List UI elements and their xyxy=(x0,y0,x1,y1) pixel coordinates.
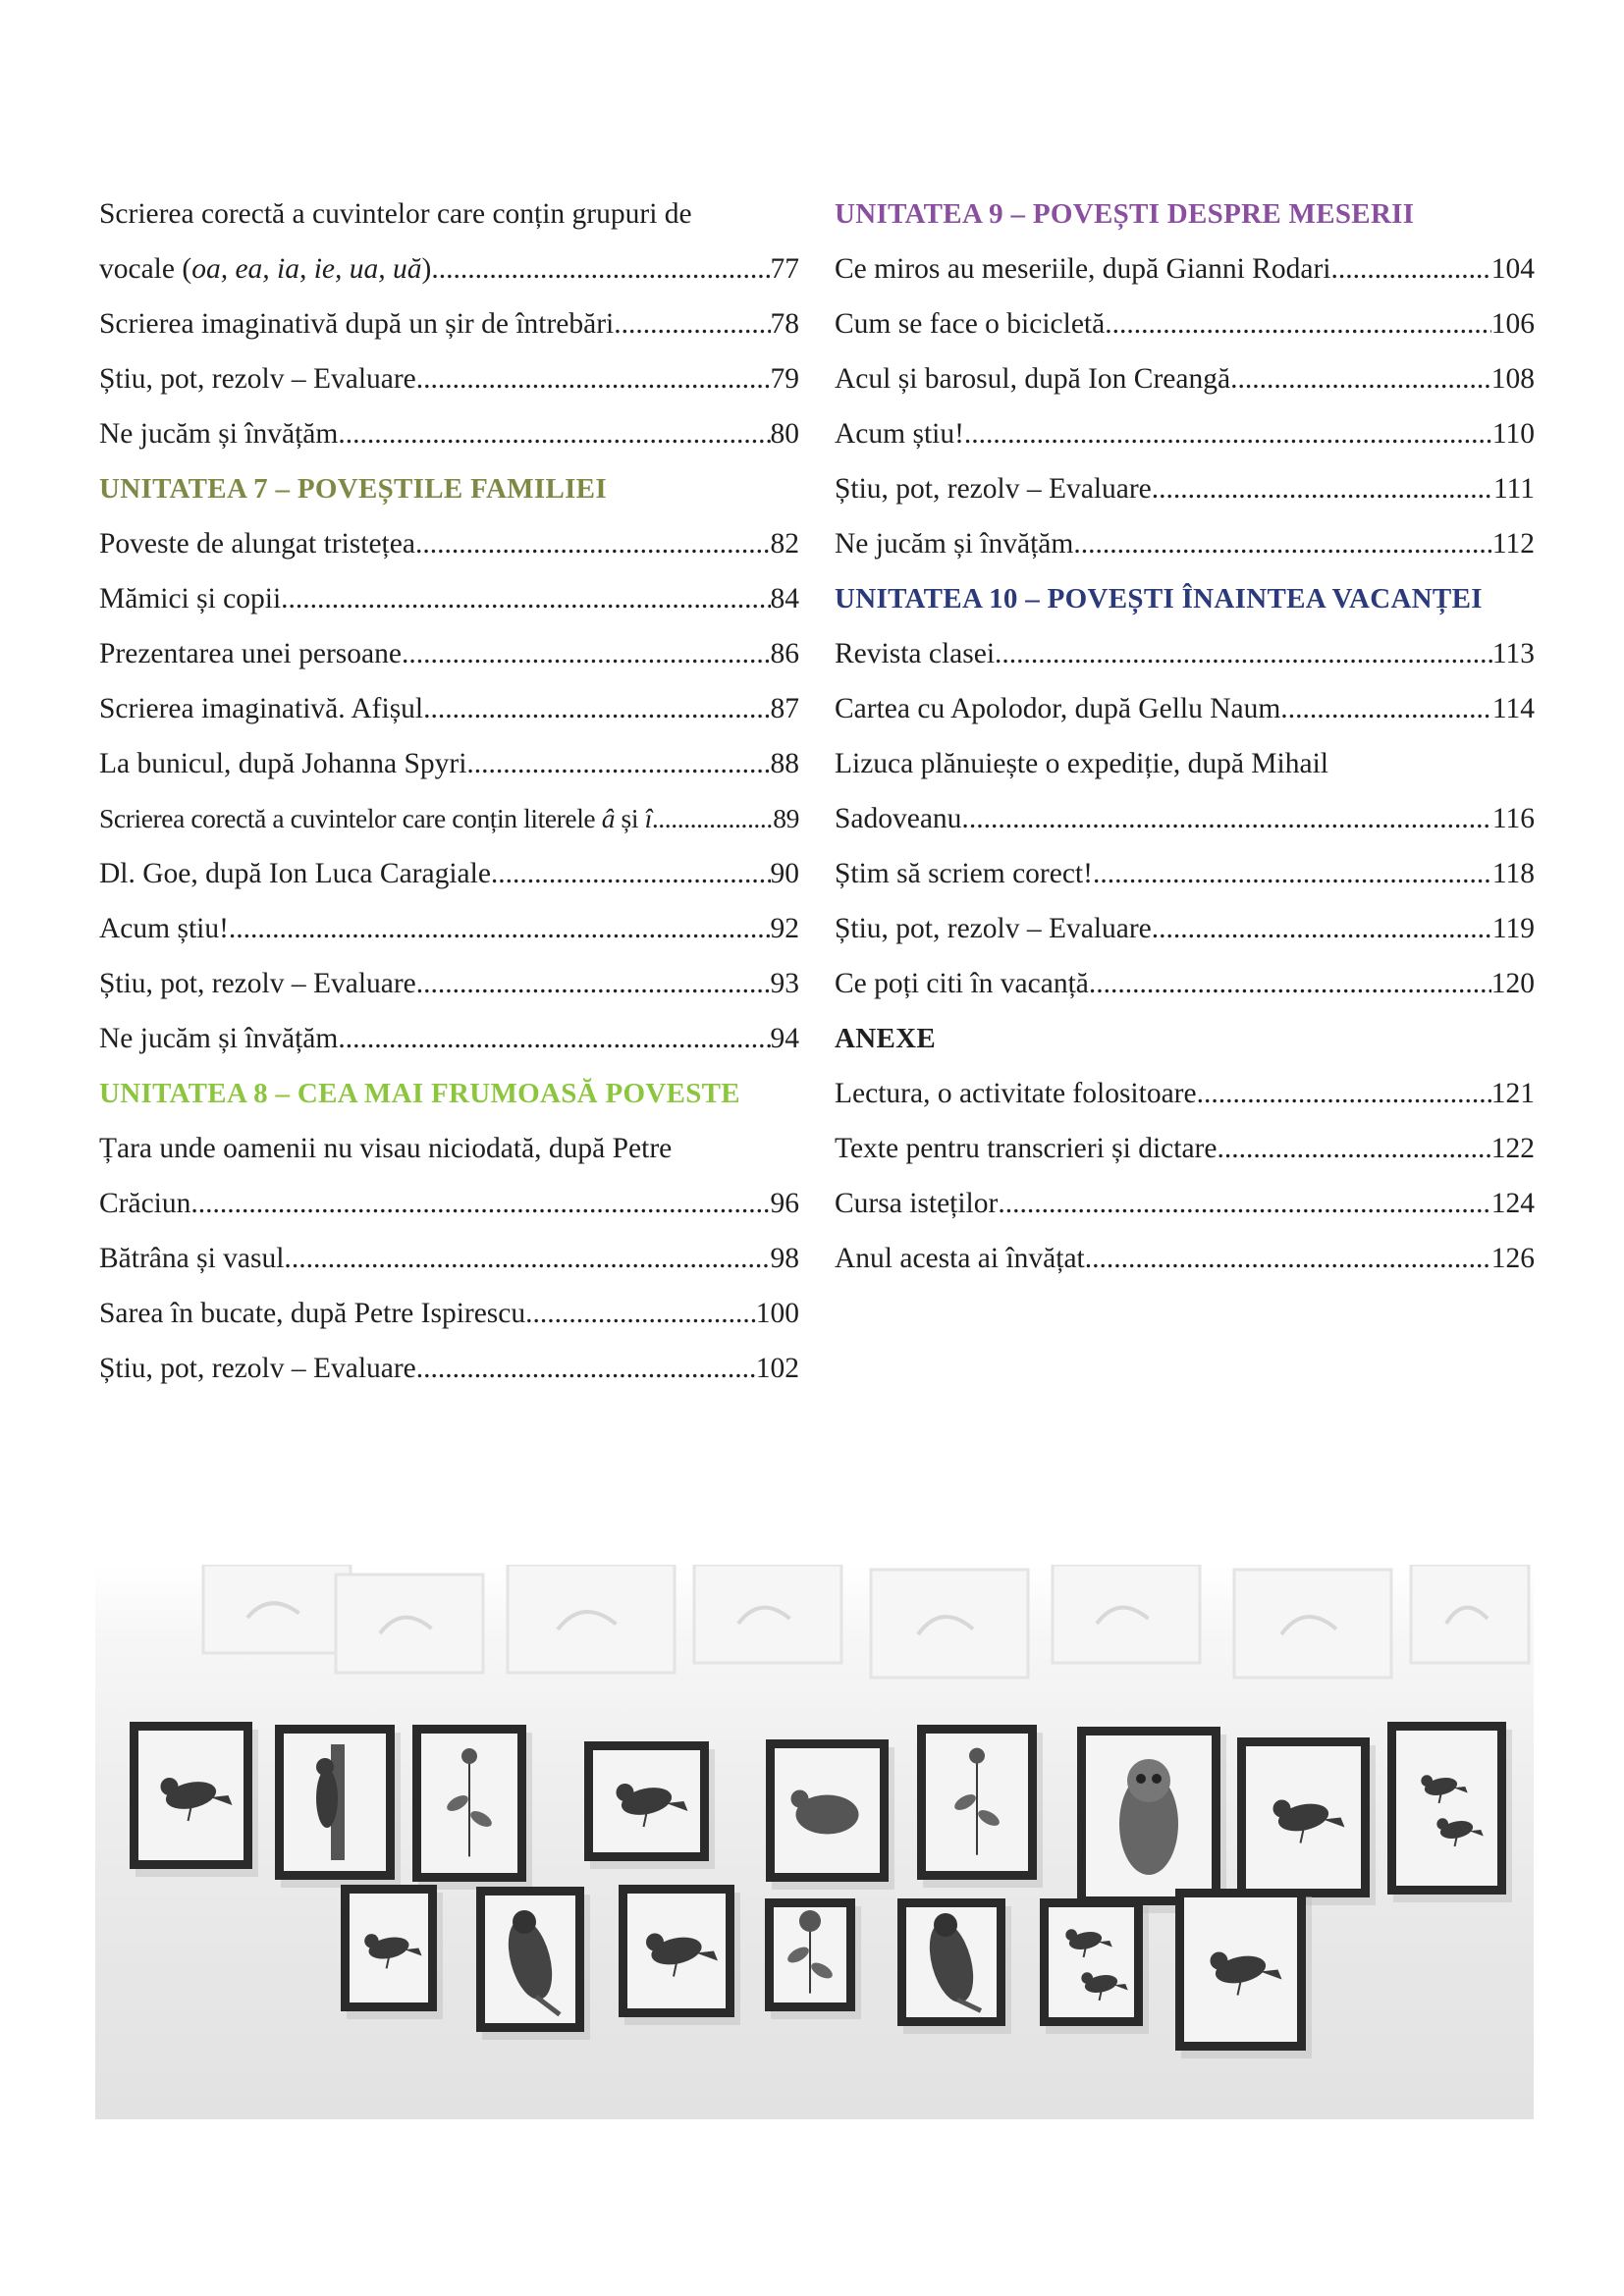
dot-leader xyxy=(229,901,771,956)
dot-leader xyxy=(1217,1121,1490,1176)
toc-entry xyxy=(835,901,1535,956)
toc-entry-title: Poveste de alungat tristețea xyxy=(99,528,415,560)
toc-entry-title: Ne jucăm și învățăm xyxy=(835,528,1074,560)
dot-leader xyxy=(1089,956,1491,1011)
title-part: și xyxy=(615,803,645,833)
toc-entry-title: Revista clasei xyxy=(835,638,996,669)
raptor-head xyxy=(934,1913,957,1937)
dot-leader xyxy=(1105,296,1491,351)
page-number: 104 xyxy=(1490,253,1535,285)
dot-leader xyxy=(416,351,771,406)
dot-leader xyxy=(423,681,770,736)
page-number: 80 xyxy=(770,418,799,450)
page-number: 100 xyxy=(755,1298,799,1329)
toc-entry xyxy=(99,956,799,1011)
toc-entry-title: Dl. Goe, după Ion Luca Caragiale xyxy=(99,858,491,889)
faded-frame xyxy=(1411,1565,1529,1663)
faded-frame xyxy=(203,1565,351,1653)
bird-head xyxy=(161,1778,179,1795)
unit-heading xyxy=(99,461,799,516)
toc-entry xyxy=(99,1341,799,1396)
page-number: 78 xyxy=(770,308,799,340)
page-number: 79 xyxy=(770,363,799,395)
unit-heading-text: UNITATEA 8 – CEA MAI FRUMOASĂ POVESTE xyxy=(99,1078,740,1109)
dot-leader xyxy=(1093,846,1492,901)
page-number: 96 xyxy=(770,1188,799,1219)
unit-heading-text: UNITATEA 9 – POVEȘTI DESPRE MESERII xyxy=(835,198,1415,230)
toc-entry xyxy=(99,1286,799,1341)
toc-entry xyxy=(835,791,1535,846)
faded-frame xyxy=(1234,1570,1391,1678)
toc-entry-title: Ce miros au meseriile, după Gianni Rodari xyxy=(835,253,1331,285)
page-number: 102 xyxy=(755,1353,799,1384)
bird-head xyxy=(1273,1800,1291,1818)
page-number: 124 xyxy=(1490,1188,1535,1219)
toc-entry xyxy=(835,241,1535,296)
dot-leader xyxy=(1330,241,1490,296)
toc-entry xyxy=(835,461,1535,516)
dot-leader xyxy=(415,516,771,571)
toc-entry xyxy=(99,901,799,956)
page-number: 120 xyxy=(1490,968,1535,999)
toc-entry xyxy=(835,351,1535,406)
dot-leader xyxy=(1152,461,1493,516)
dot-leader xyxy=(1085,1231,1491,1286)
toc-entry-title xyxy=(99,791,652,846)
toc-entry-title: Texte pentru transcrieri și dictare xyxy=(835,1133,1218,1164)
toc-entry-title: Știu, pot, rezolv – Evaluare xyxy=(99,1353,416,1384)
page-number: 77 xyxy=(770,253,799,285)
unit-heading xyxy=(835,571,1535,626)
grouse-head xyxy=(791,1790,809,1808)
page-number: 106 xyxy=(1490,308,1535,340)
italic-letter: â xyxy=(601,803,616,833)
page-number: 90 xyxy=(770,858,799,889)
unit-heading-text: UNITATEA 10 – POVEȘTI ÎNAINTEA VACANȚEI xyxy=(835,583,1483,614)
page-number: 92 xyxy=(770,913,799,944)
plant-flower xyxy=(799,1910,821,1932)
toc-entry-title: Scrierea imaginativă după un șir de întrebări xyxy=(99,308,615,340)
picture-mat xyxy=(1396,1731,1497,1886)
toc-entry-title: Crăciun. xyxy=(99,1188,198,1219)
dot-leader xyxy=(998,1176,1490,1231)
toc-entry xyxy=(835,1066,1535,1121)
page-number: 87 xyxy=(770,693,799,724)
toc-entry-title: Știu, pot, rezolv – Evaluare xyxy=(99,363,416,395)
page-number: 112 xyxy=(1491,528,1535,560)
plant-flower xyxy=(461,1748,477,1764)
toc-entry xyxy=(99,1011,799,1066)
page-number: 111 xyxy=(1492,473,1535,505)
page-number: 86 xyxy=(770,638,799,669)
toc-entry xyxy=(99,571,799,626)
toc-entry-title: Știu, pot, rezolv – Evaluare xyxy=(835,473,1152,505)
toc-entry xyxy=(835,296,1535,351)
toc-entry xyxy=(99,1176,799,1231)
dot-leader xyxy=(525,1286,756,1341)
bird-frames-illustration xyxy=(95,1565,1534,2119)
toc-entry-title: Ce poți citi în vacanță xyxy=(835,968,1089,999)
toc-entry xyxy=(99,296,799,351)
page-number: 110 xyxy=(1491,418,1535,450)
page-number: 89 xyxy=(773,803,799,833)
dot-leader xyxy=(969,791,1492,846)
owl-eye xyxy=(1152,1774,1162,1784)
toc-right-column xyxy=(835,187,1535,1286)
toc-left-column xyxy=(99,187,799,1396)
page-number: 118 xyxy=(1491,858,1535,889)
toc-entry-title: Mămici și copii xyxy=(99,583,282,614)
toc-entry-title: Știu, pot, rezolv – Evaluare xyxy=(835,913,1152,944)
page-number: 82 xyxy=(770,528,799,560)
page-number: 98 xyxy=(770,1243,799,1274)
toc-entry-title: Cursa isteților xyxy=(835,1188,999,1219)
dot-leader xyxy=(995,626,1492,681)
page-number: 121 xyxy=(1490,1078,1535,1109)
dot-leader xyxy=(474,736,771,791)
dot-leader xyxy=(1230,351,1491,406)
unit-heading-text: ANEXE xyxy=(835,1023,937,1054)
title-part: ) xyxy=(421,253,432,285)
toc-entry xyxy=(99,1231,799,1286)
page-number: 119 xyxy=(1491,913,1535,944)
dot-leader xyxy=(1288,681,1492,736)
bird-head xyxy=(1421,1775,1433,1787)
toc-entry xyxy=(835,1231,1535,1286)
dot-leader xyxy=(292,1231,771,1286)
toc-entry xyxy=(835,1121,1535,1176)
toc-entry xyxy=(99,736,799,791)
bird-frames-photo xyxy=(95,1565,1534,2119)
dot-leader xyxy=(338,406,770,461)
woodpecker-body xyxy=(316,1769,338,1828)
unit-heading-text: UNITATEA 7 – POVEȘTILE FAMILIEI xyxy=(99,473,607,505)
toc-entry-title: Știu, pot, rezolv – Evaluare xyxy=(99,968,416,999)
page-number: 88 xyxy=(770,748,799,779)
toc-entry-title: Acum știu! xyxy=(99,913,229,944)
toc-entry xyxy=(99,187,799,241)
toc-entry-title xyxy=(99,241,431,296)
toc-entry-title: La bunicul, după Johanna Spyri. xyxy=(99,748,474,779)
faded-frame xyxy=(694,1565,841,1663)
toc-entry xyxy=(99,516,799,571)
toc-entry-title: Acum știu! xyxy=(835,418,964,450)
toc-entry-title: Prezentarea unei persoane xyxy=(99,638,402,669)
page-number: 116 xyxy=(1491,803,1535,834)
raptor-head xyxy=(513,1910,536,1934)
toc-entry xyxy=(99,351,799,406)
owl-eye xyxy=(1136,1774,1146,1784)
toc-entry xyxy=(835,681,1535,736)
toc-entry xyxy=(99,846,799,901)
unit-heading xyxy=(835,1011,1535,1066)
page-number: 114 xyxy=(1491,693,1535,724)
unit-heading xyxy=(99,1066,799,1121)
toc-entry-title: Scrierea imaginativă. Afișul xyxy=(99,693,424,724)
dot-leader xyxy=(416,1341,756,1396)
page-number: 108 xyxy=(1490,363,1535,395)
toc-entry xyxy=(99,681,799,736)
toc-entry xyxy=(99,626,799,681)
toc-entry xyxy=(99,791,799,846)
toc-entry xyxy=(835,736,1535,791)
dot-leader xyxy=(402,626,771,681)
page-number: 113 xyxy=(1491,638,1535,669)
toc-entry-title: Ne jucăm și învățăm xyxy=(99,1023,339,1054)
dot-leader xyxy=(431,241,770,296)
toc-entry xyxy=(835,516,1535,571)
bird-head xyxy=(1211,1952,1228,1970)
faded-frame xyxy=(508,1565,675,1673)
dot-leader xyxy=(198,1176,771,1231)
toc-entry-title: Cartea cu Apolodor, după Gellu Naum. xyxy=(835,693,1288,724)
toc-entry-title: Bătrâna și vasul. xyxy=(99,1243,292,1274)
dot-leader xyxy=(416,956,771,1011)
toc-entry-title: Anul acesta ai învățat xyxy=(835,1243,1085,1274)
toc-entry xyxy=(99,241,799,296)
title-part: vocale ( xyxy=(99,253,192,285)
toc-entry xyxy=(835,1176,1535,1231)
title-part: Scrierea corectă a cuvintelor care conțin literele xyxy=(99,803,602,833)
bird-head xyxy=(364,1934,378,1948)
toc-entry xyxy=(835,626,1535,681)
woodpecker-head xyxy=(316,1758,334,1776)
toc-entry-title: Lizuca plănuiește o expediție, după Mihail xyxy=(835,748,1328,779)
dot-leader xyxy=(1152,901,1492,956)
toc-entry xyxy=(835,846,1535,901)
page-number: 93 xyxy=(770,968,799,999)
dot-leader xyxy=(614,296,770,351)
dot-leader xyxy=(281,571,770,626)
page-number: 94 xyxy=(770,1023,799,1054)
bird-head xyxy=(1081,1972,1093,1984)
toc-entry-title: Țara unde oamenii nu visau niciodată, după Petre xyxy=(99,1133,673,1164)
toc-entry-title: Cum se face o bicicletă xyxy=(835,308,1106,340)
faded-frame xyxy=(336,1575,483,1673)
dot-leader xyxy=(652,791,773,846)
faded-frame xyxy=(1053,1565,1200,1663)
page-number: 122 xyxy=(1490,1133,1535,1164)
bird-head xyxy=(1436,1818,1448,1830)
toc-entry-title: Lectura, o activitate folositoare xyxy=(835,1078,1197,1109)
owl-head xyxy=(1127,1759,1170,1802)
italic-vowels: oa, ea, ia, ie, ua, uă xyxy=(191,253,422,285)
toc-entry-title: Știm să scriem corect! xyxy=(835,858,1093,889)
dot-leader xyxy=(1073,516,1492,571)
italic-letter: î xyxy=(644,803,652,833)
dot-leader xyxy=(338,1011,770,1066)
toc-entry xyxy=(99,406,799,461)
toc-entry-title: Sarea în bucate, după Petre Ispirescu xyxy=(99,1298,526,1329)
toc-entry-title: Sadoveanu. xyxy=(835,803,969,834)
page-number: 84 xyxy=(770,583,799,614)
faded-frame xyxy=(871,1570,1028,1678)
bird-head xyxy=(646,1934,664,1951)
plant-flower xyxy=(969,1748,985,1764)
toc-entry-title: Ne jucăm și învățăm xyxy=(99,418,339,450)
page-number: 126 xyxy=(1490,1243,1535,1274)
picture-mat xyxy=(1049,1907,1134,2017)
toc-entry xyxy=(99,1121,799,1176)
bird-head xyxy=(617,1784,634,1801)
unit-heading xyxy=(835,187,1535,241)
bird-head xyxy=(1065,1929,1077,1941)
toc-entry-title: Scrierea corectă a cuvintelor care conțin grupuri de xyxy=(99,198,692,230)
dot-leader xyxy=(1197,1066,1491,1121)
toc-entry xyxy=(835,956,1535,1011)
toc-entry-title: Acul și barosul, după Ion Creangă xyxy=(835,363,1231,395)
dot-leader xyxy=(491,846,771,901)
toc-entry xyxy=(835,406,1535,461)
dot-leader xyxy=(964,406,1492,461)
